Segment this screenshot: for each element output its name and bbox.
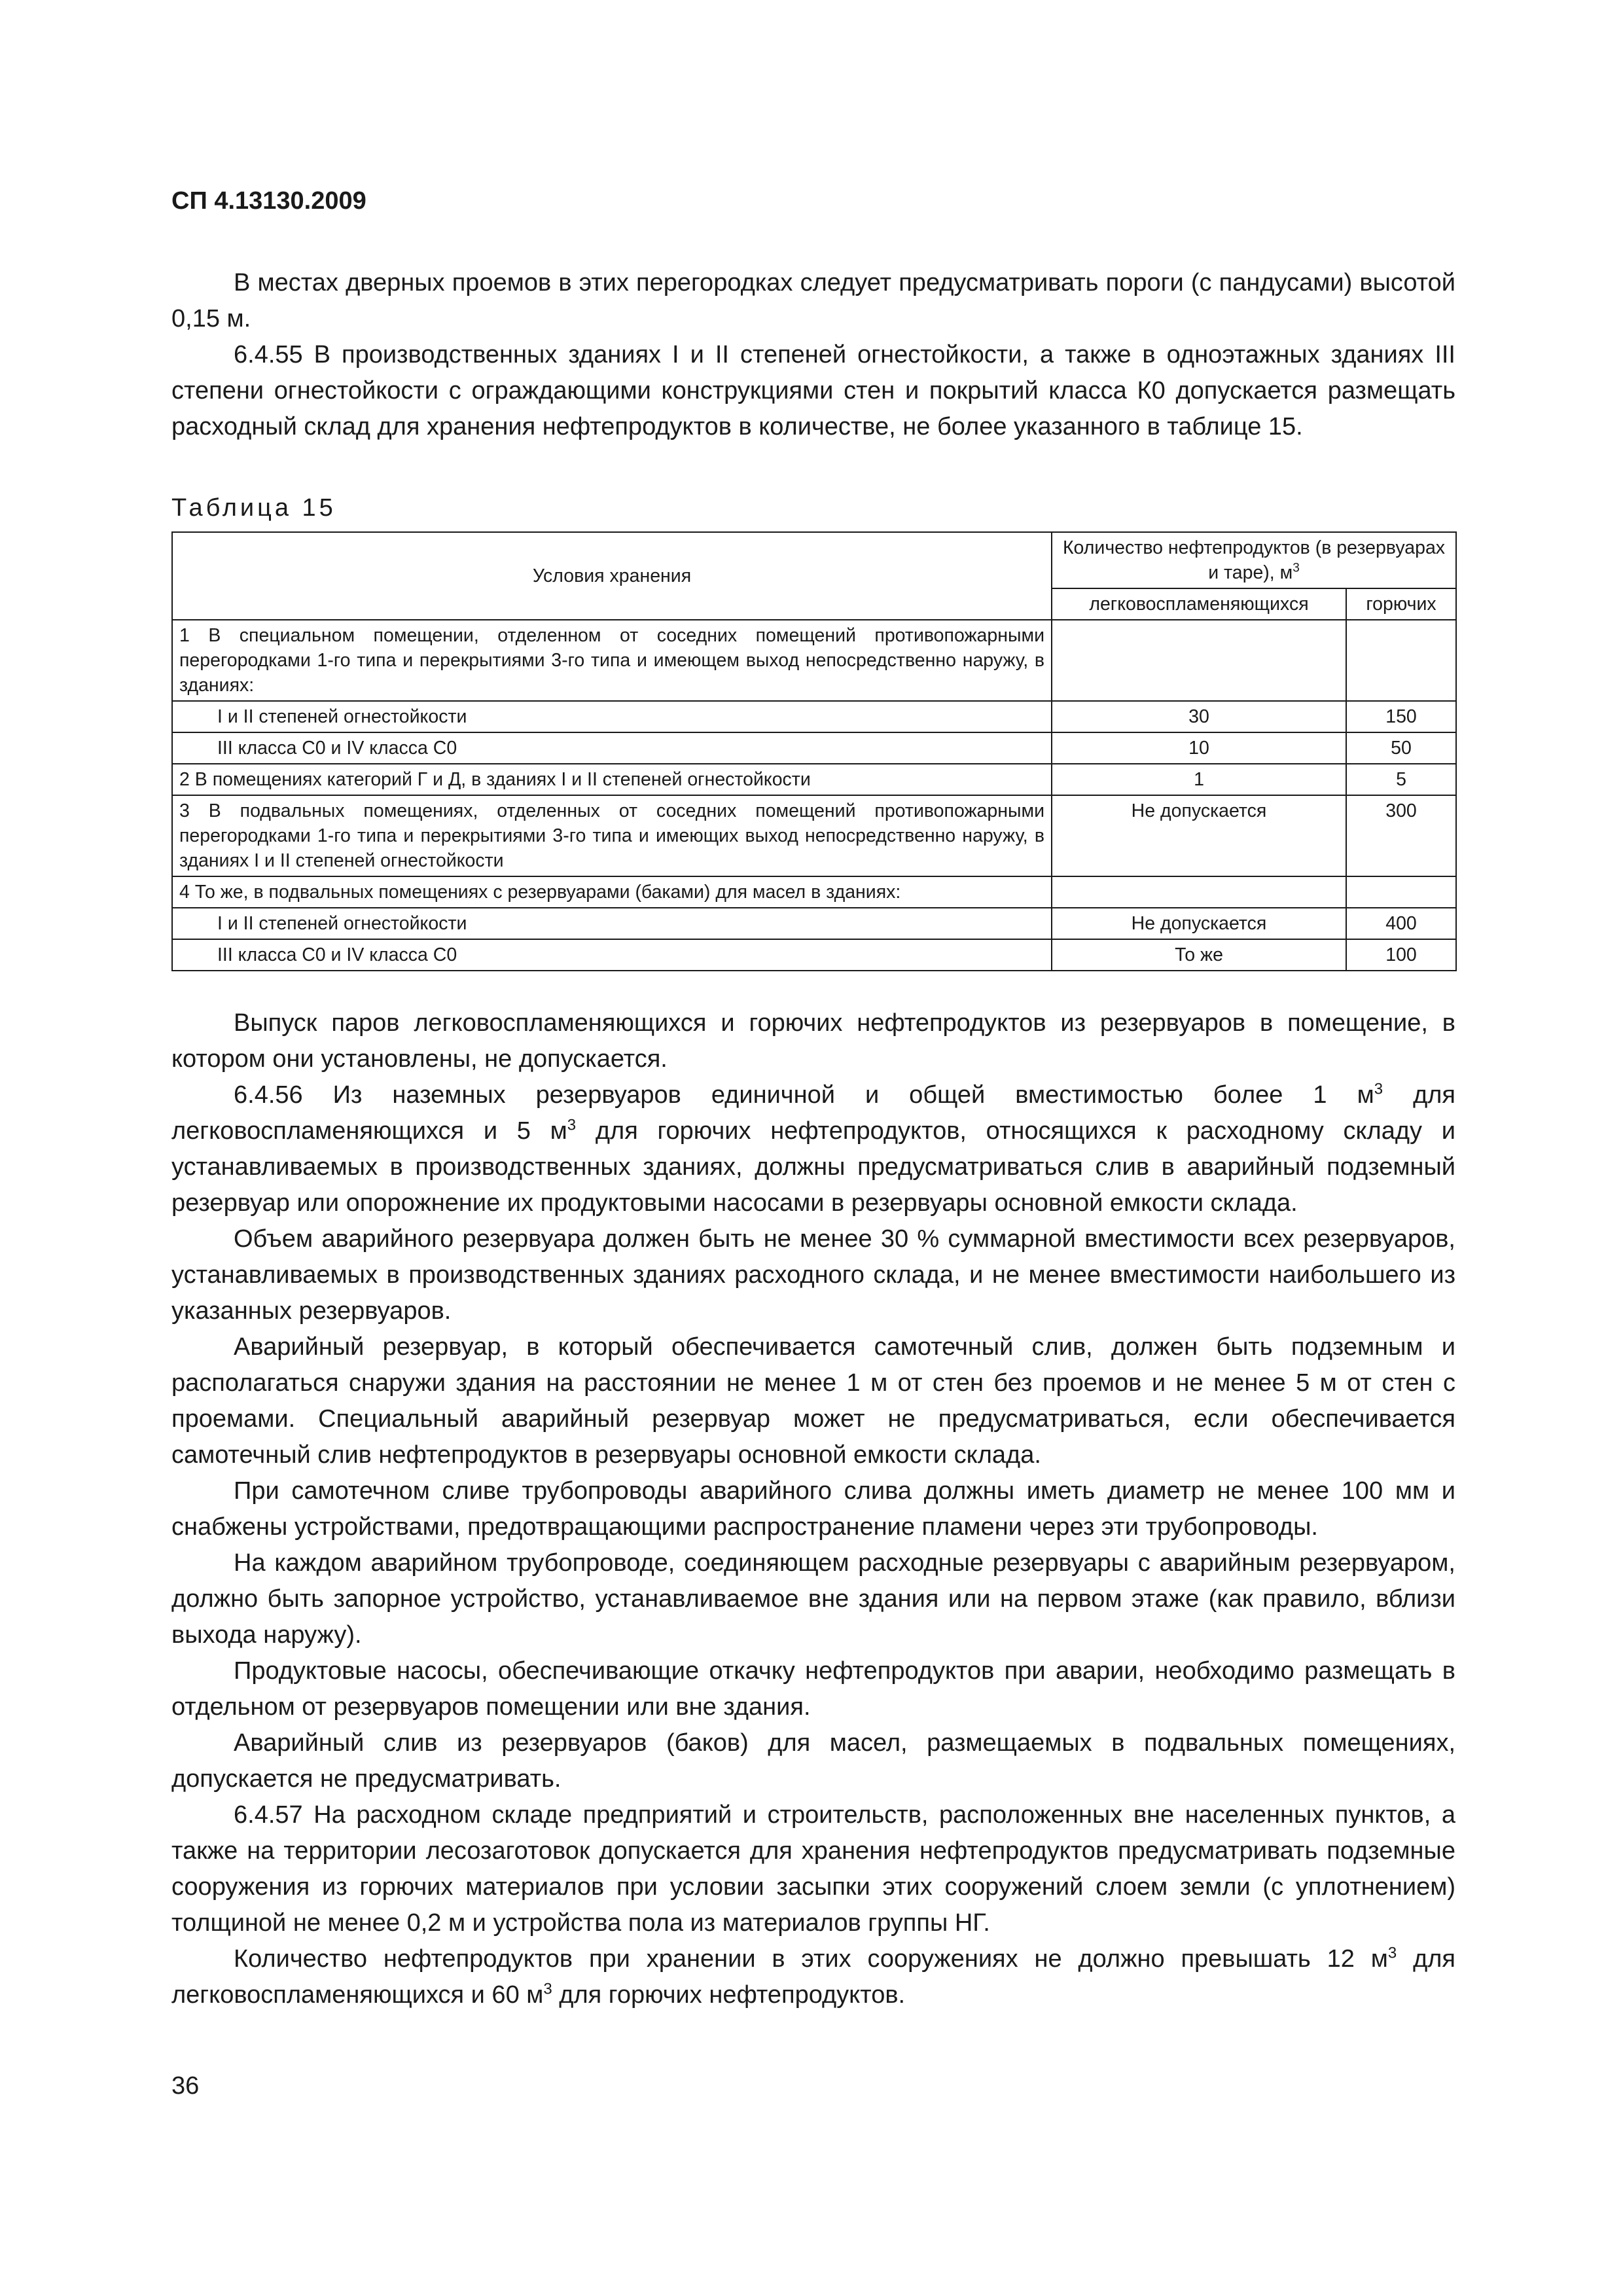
row-label: III класса С0 и IV класса С0: [172, 732, 1052, 764]
cell-combustible: 100: [1346, 939, 1456, 971]
superscript: 3: [567, 1116, 577, 1134]
cell-combustible: 300: [1346, 795, 1456, 876]
text-span: 6.4.56 Из наземных резервуаров единичной и общей вместимостью более 1 м: [234, 1081, 1374, 1109]
table-row: [172, 795, 1456, 876]
table-row: [172, 764, 1456, 795]
cell-flammable: 1: [1052, 764, 1346, 795]
paragraph-6-4-57: 6.4.57 На расходном складе предприятий и строительств, расположенных вне населенных пунктов, а также на территории лесозаготовок допускается для хранения нефтепродуктов предусматривать подземные сооружения из горючих материалов при условии засыпки этих сооружений слоем земли (с уплотнением) толщиной не менее 0,2 м и устройства пола из материалов группы НГ.: [171, 1801, 1455, 1937]
text-span: для горючих нефтепродуктов.: [552, 1981, 906, 2009]
cell-combustible: 150: [1346, 701, 1456, 732]
cell-flammable: [1052, 876, 1346, 908]
paragraph: Аварийный резервуар, в который обеспечивается самотечный слив, должен быть подземным и располагаться снаружи здания на расстоянии не менее 1 м от стен без проемов и не менее 5 м от стен с проемами. Специальный аварийный резервуар может не предусматриваться, если обеспечивается самотечный слив нефтепродуктов в резервуары основной емкости склада.: [171, 1333, 1455, 1469]
cell-flammable: Не допускается: [1052, 795, 1346, 876]
paragraph: В местах дверных проемов в этих перегородках следует предусматривать пороги (с пандусами) высотой 0,15 м.: [171, 269, 1455, 332]
page-number: 36: [171, 2072, 200, 2100]
paragraph: Выпуск паров легковоспламеняющихся и горючих нефтепродуктов из резервуаров в помещение, в котором они установлены, не допускается.: [171, 1009, 1455, 1073]
paragraph: На каждом аварийном трубопроводе, соединяющем расходные резервуары с аварийным резервуаром, должно быть запорное устройство, устанавливаемое вне здания или на первом этаже (как правило, вблизи выхода наружу).: [171, 1549, 1455, 1649]
row-label: 4 То же, в подвальных помещениях с резервуарами (баками) для масел в зданиях:: [172, 876, 1052, 908]
paragraph: Аварийный слив из резервуаров (баков) для масел, размещаемых в подвальных помещениях, допускается не предусматривать.: [171, 1729, 1455, 1793]
superscript: 3: [1293, 561, 1300, 575]
table-15: [171, 531, 1455, 971]
cell-flammable: 10: [1052, 732, 1346, 764]
table-row: [172, 876, 1456, 908]
cell-flammable: То же: [1052, 939, 1346, 971]
storage-table: [171, 531, 1457, 971]
table-caption: Таблица 15: [171, 494, 336, 522]
row-label: I и II степеней огнестойкости: [172, 908, 1052, 939]
cell-combustible: 5: [1346, 764, 1456, 795]
text-span: для легковоспламеняющихся и 5 м: [171, 1081, 1455, 1145]
table-row: [172, 701, 1456, 732]
text-span: для горючих нефтепродуктов, относящихся к расходному складу и устанавливаемых в производственных зданиях, должны предусматриваться слив в аварийный подземный резервуар или опорожнение их продуктовыми насосами в резервуары основной емкости склада.: [171, 1117, 1455, 1217]
row-label: 1 В специальном помещении, отделенном от соседних помещений противопожарными перегородками 1-го типа и перекрытиями 3-го типа и имеющем выход непосредственно наружу, в зданиях:: [172, 620, 1052, 701]
cell-flammable: 30: [1052, 701, 1346, 732]
column-group-header-quantity: [1052, 532, 1456, 588]
paragraph-6-4-55: 6.4.55 В производственных зданиях I и II степеней огнестойкости, а также в одноэтажных зданиях III степени огнестойкости с ограждающими конструкциями стен и покрытий класса К0 допускается размещать расходный склад для хранения нефтепродуктов в количестве, не более указанного в таблице 15.: [171, 341, 1455, 440]
column-header-flammable: легковоспламеняющихся: [1052, 588, 1346, 620]
column-header-combustible: горючих: [1346, 588, 1456, 620]
table-row: [172, 939, 1456, 971]
row-label: I и II степеней огнестойкости: [172, 701, 1052, 732]
cell-combustible: 50: [1346, 732, 1456, 764]
paragraph: Продуктовые насосы, обеспечивающие откачку нефтепродуктов при аварии, необходимо размещать в отдельном от резервуаров помещении или вне здания.: [171, 1657, 1455, 1721]
main-text: [171, 1005, 1455, 2013]
row-label: III класса С0 и IV класса С0: [172, 939, 1052, 971]
paragraph: Объем аварийного резервуара должен быть не менее 30 % суммарной вместимости всех резервуаров, устанавливаемых в производственных зданиях расходного склада, и не менее вместимости наибольшего из указанных резервуаров.: [171, 1225, 1455, 1325]
intro-text: [171, 265, 1455, 445]
cell-flammable: Не допускается: [1052, 908, 1346, 939]
superscript: 3: [1387, 1944, 1397, 1962]
superscript: 3: [543, 1980, 552, 1998]
document-code: СП 4.13130.2009: [171, 187, 366, 215]
table-row: [172, 620, 1456, 701]
paragraph-6-4-56: [171, 1077, 1455, 1221]
paragraph: [171, 1941, 1455, 2013]
text-span: для легковоспламеняющихся и 60 м: [171, 1945, 1455, 2009]
paragraph: При самотечном сливе трубопроводы аварийного слива должны иметь диаметр не менее 100 мм и снабжены устройствами, предотвращающими распространение пламени через эти трубопроводы.: [171, 1477, 1455, 1541]
table-row: [172, 908, 1456, 939]
row-label: 2 В помещениях категорий Г и Д, в зданиях I и II степеней огнестойкости: [172, 764, 1052, 795]
table-row: [172, 732, 1456, 764]
cell-combustible: [1346, 876, 1456, 908]
cell-flammable: [1052, 620, 1346, 701]
row-label: 3 В подвальных помещениях, отделенных от соседних помещений противопожарными перегородками 1-го типа и перекрытиями 3-го типа и имеющих выход непосредственно наружу, в зданиях I и II степеней огнестойкости: [172, 795, 1052, 876]
column-header-storage-conditions: Условия хранения: [172, 532, 1052, 620]
text-span: Количество нефтепродуктов при хранении в этих сооружениях не должно превышать 12 м: [234, 1945, 1388, 1973]
cell-combustible: 400: [1346, 908, 1456, 939]
cell-combustible: [1346, 620, 1456, 701]
column-group-header-text: Количество нефтепродуктов (в резервуарах и таре), м: [1062, 537, 1446, 583]
superscript: 3: [1374, 1080, 1383, 1098]
